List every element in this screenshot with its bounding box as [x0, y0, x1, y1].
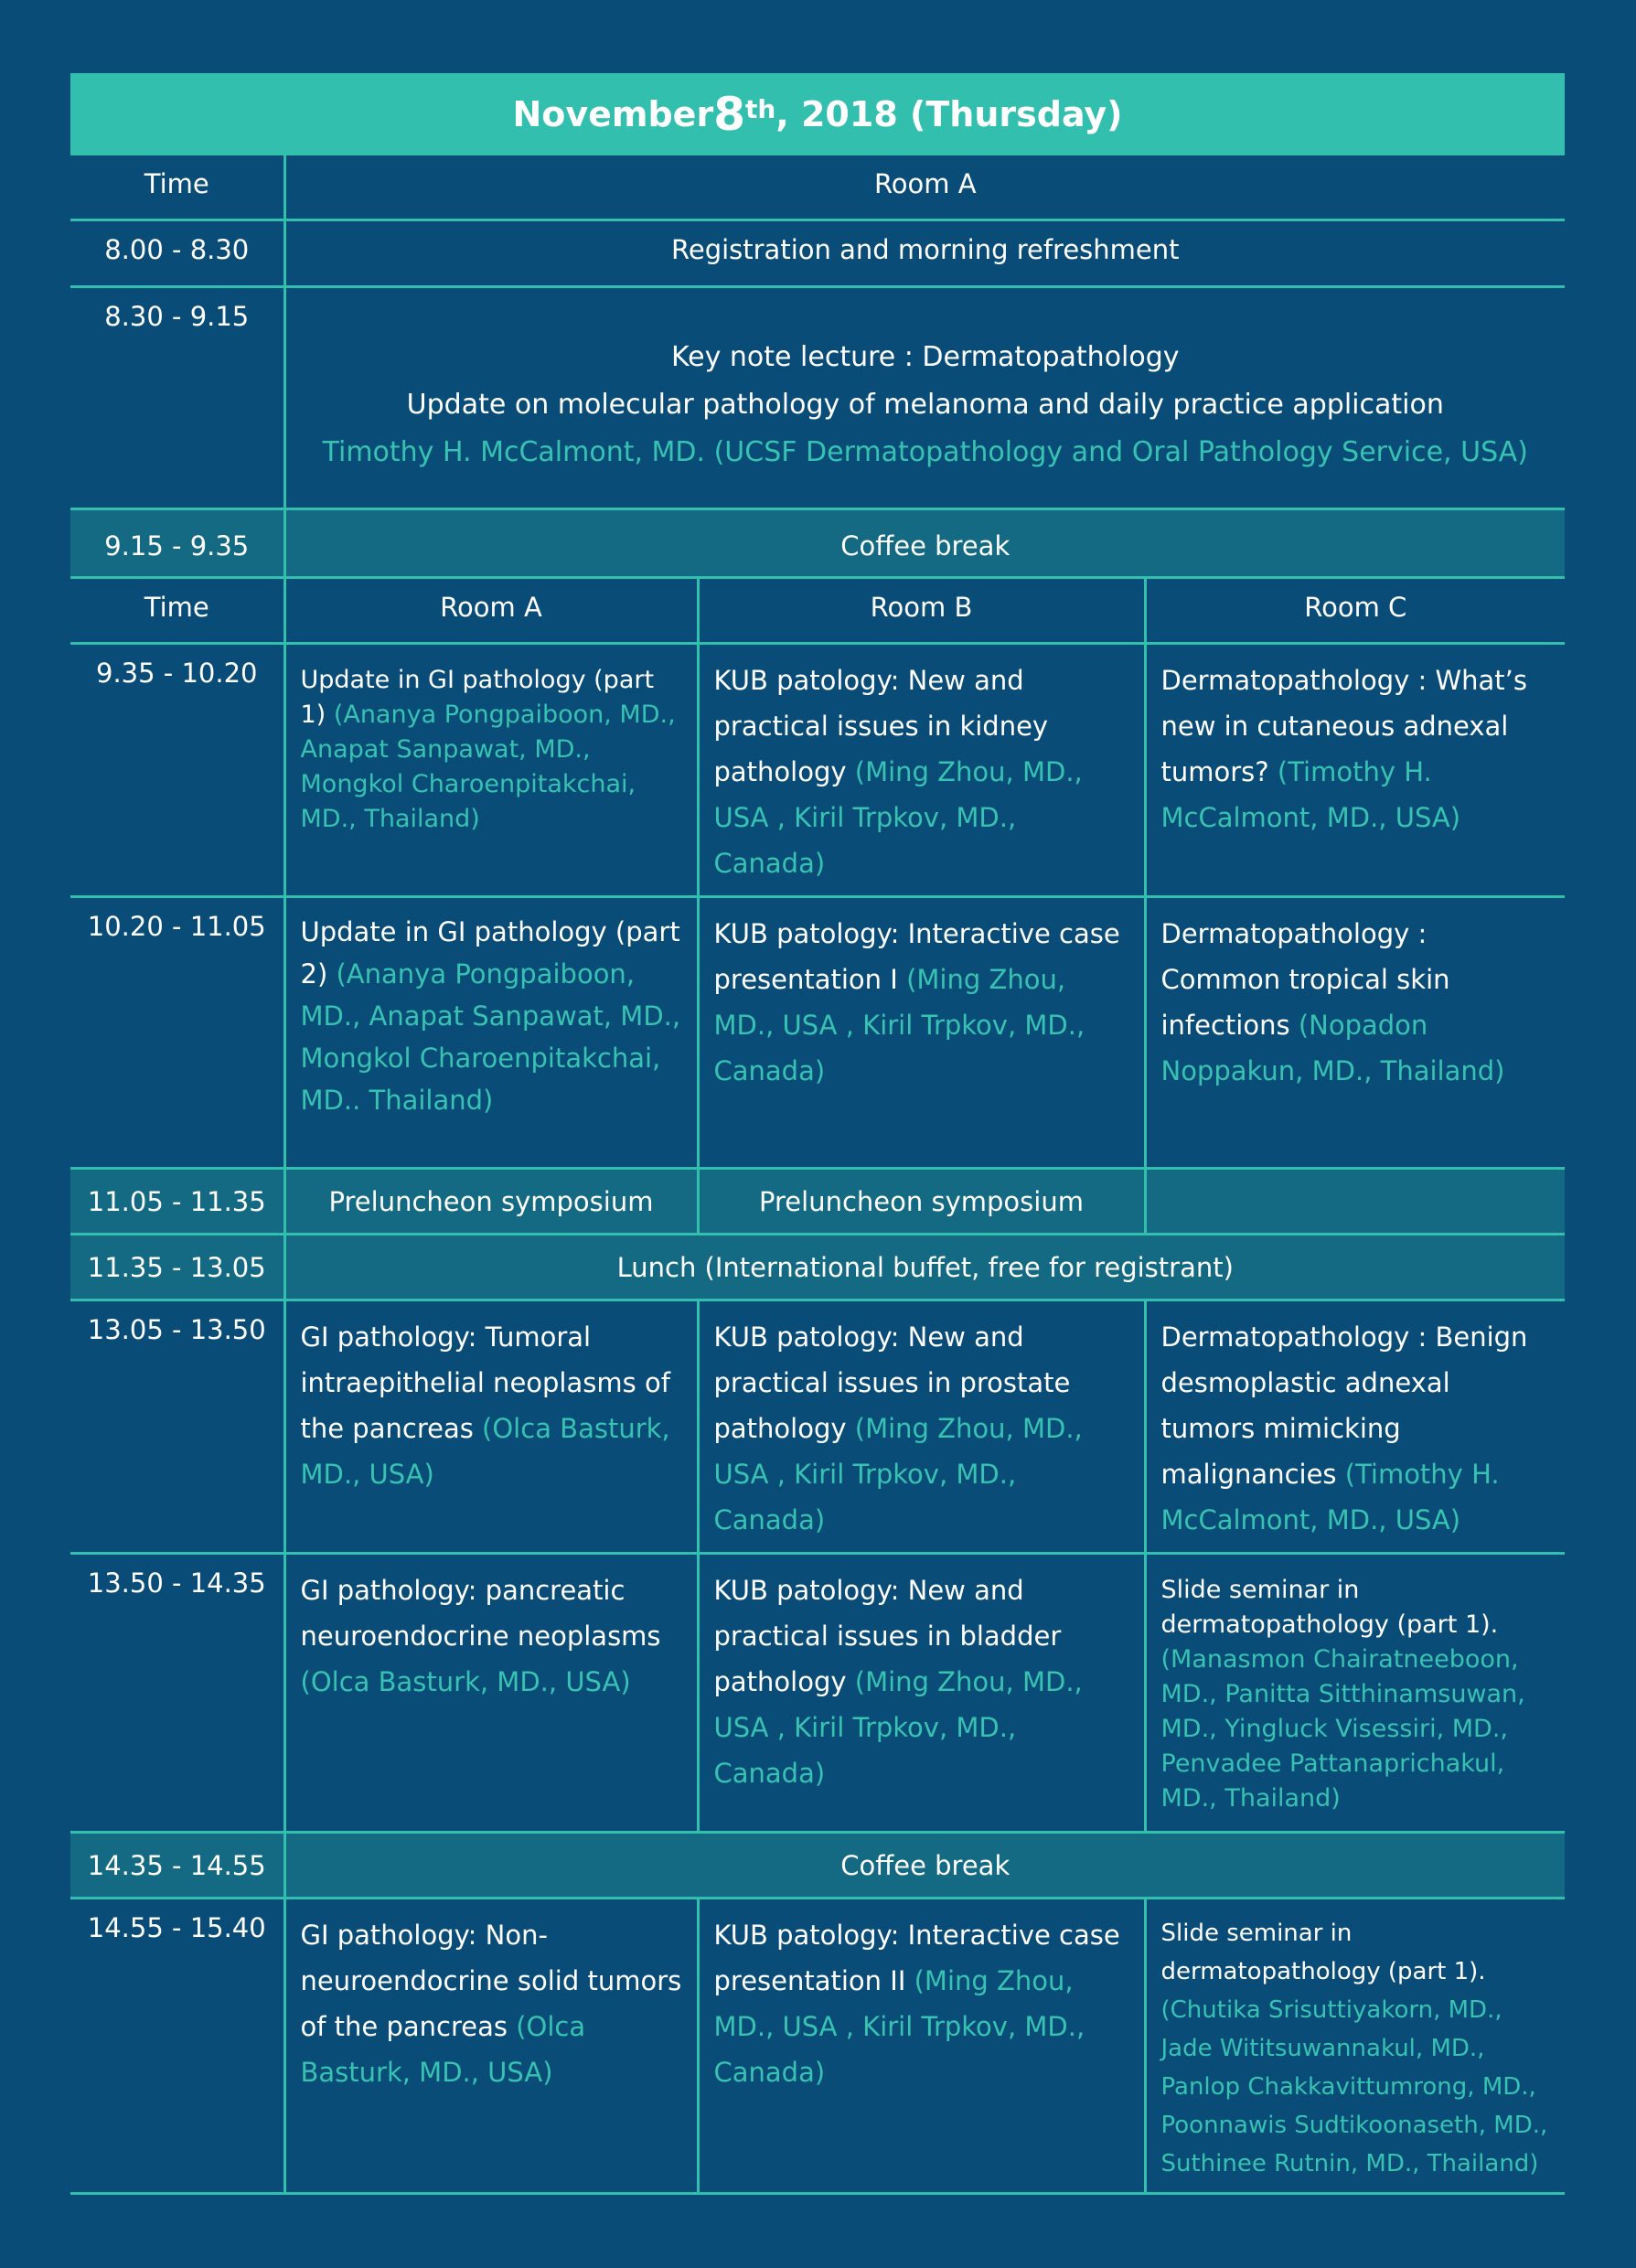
session-speaker: (Timothy H. McCalmont, MD., USA)	[1160, 755, 1461, 833]
session-cell	[284, 643, 698, 896]
time-cell: 10.20 - 11.05	[70, 896, 284, 1168]
session-cell	[284, 1300, 698, 1553]
session-cell	[284, 1553, 698, 1832]
session-row	[70, 1898, 1565, 2193]
session-speaker: (Ming Zhou, MD., USA , Kiril Trpkov, MD., Canada)	[713, 1665, 1083, 1789]
session-title: KUB patology: Interactive case presentation II	[713, 1919, 1120, 1996]
keynote-topic: Update on molecular pathology of melanoma and daily practice application	[406, 388, 1444, 421]
room-a-header: Room A	[284, 577, 698, 643]
session-cell	[284, 896, 698, 1168]
day-title: November 8 $^{th}$ , 2018 (Thursday)	[70, 73, 1565, 155]
session-cell	[284, 1898, 698, 2193]
lunch-row	[70, 1234, 1565, 1300]
coffee-break-row	[70, 1832, 1565, 1898]
session-speaker: (Ming Zhou, MD., USA , Kiril Trpkov, MD., Canada)	[713, 1412, 1083, 1535]
time-cell: 9.15 - 9.35	[70, 508, 284, 577]
session-cell	[698, 1553, 1145, 1832]
session-row	[70, 1300, 1565, 1553]
session-speaker: (Ananya Pongpaiboon, MD., Anapat Sanpawat, MD., Mongkol Charoenpitakchai, MD., Thailand)	[300, 700, 676, 833]
time-cell: 14.35 - 14.55	[70, 1832, 284, 1898]
schedule-table	[70, 155, 1565, 2195]
session-title: KUB patology: New and practical issues in kidney pathology	[713, 664, 1049, 787]
session-title: GI pathology: Tumoral intraepithelial neoplasms of the pancreas	[300, 1321, 670, 1444]
session-title: Slide seminar in dermatopathology (part 1).	[1160, 1919, 1486, 1985]
session-cell	[1145, 1553, 1565, 1832]
session-title: GI pathology: Non-neuroendocrine solid tumors of the pancreas	[300, 1919, 682, 2042]
session-title: KUB patology: Interactive case presentation I	[713, 917, 1120, 995]
session-cell	[1145, 1300, 1565, 1553]
session-speaker: (Ming Zhou, MD., USA , Kiril Trpkov, MD., Canada)	[713, 963, 1085, 1086]
session-title: Dermatopathology : Benign desmoplastic adnexal tumors mimicking malignancies	[1160, 1321, 1528, 1490]
time-cell: 14.55 - 15.40	[70, 1898, 284, 2193]
session-speaker: (Olca Basturk, MD., USA)	[300, 2010, 586, 2088]
session-title: Update in GI pathology (part 1)	[300, 665, 655, 729]
header-row	[70, 155, 1565, 219]
empty-cell	[1145, 1168, 1565, 1234]
session-title: KUB patology: New and practical issues in prostate pathology	[713, 1321, 1071, 1444]
time-cell: 13.05 - 13.50	[70, 1300, 284, 1553]
time-cell: 11.05 - 11.35	[70, 1168, 284, 1234]
session-speaker: (Olca Basturk, MD., USA)	[300, 1665, 631, 1697]
time-header: Time	[70, 155, 284, 219]
time-cell: 8.30 - 9.15	[70, 286, 284, 508]
session-title: Update in GI pathology (part 2)	[300, 915, 680, 990]
session-cell	[698, 1898, 1145, 2193]
lunch-text: Lunch (International buffet, free for registrant)	[284, 1234, 1565, 1300]
session-title: GI pathology: pancreatic neuroendocrine neoplasms	[300, 1574, 661, 1652]
room-c-header: Room C	[1145, 577, 1565, 643]
preluncheon-a: Preluncheon symposium	[284, 1168, 698, 1234]
registration-text: Registration and morning refreshment	[284, 219, 1565, 286]
session-speaker: (Ming Zhou, MD., USA , Kiril Trpkov, MD., Canada)	[713, 1964, 1085, 2088]
room-b-header: Room B	[698, 577, 1145, 643]
preluncheon-b: Preluncheon symposium	[698, 1168, 1145, 1234]
session-cell	[698, 643, 1145, 896]
session-speaker: (Nopadon Noppakun, MD., Thailand)	[1160, 1009, 1505, 1086]
keynote-title: Key note lecture : Dermatopathology	[670, 340, 1180, 373]
schedule-sheet	[70, 73, 1565, 2195]
session-cell	[1145, 643, 1565, 896]
time-header: Time	[70, 577, 284, 643]
room-header: Room A	[284, 155, 1565, 219]
session-cell	[1145, 1898, 1565, 2193]
session-title: Slide seminar in dermatopathology (part 1).	[1160, 1575, 1499, 1639]
session-title: Dermatopathology : What’s new in cutaneous adnexal tumors?	[1160, 664, 1527, 787]
session-title: Dermatopathology : Common tropical skin infections	[1160, 917, 1450, 1041]
keynote-row	[70, 286, 1565, 508]
session-cell	[1145, 896, 1565, 1168]
time-cell: 9.35 - 10.20	[70, 643, 284, 896]
coffee-break-text: Coffee break	[284, 1832, 1565, 1898]
keynote-cell	[284, 286, 1565, 508]
session-row	[70, 1553, 1565, 1832]
session-speaker: (Ming Zhou, MD., USA , Kiril Trpkov, MD., Canada)	[713, 755, 1083, 879]
coffee-break-text: Coffee break	[284, 508, 1565, 577]
session-speaker: (Timothy H. McCalmont, MD., USA)	[1160, 1458, 1500, 1535]
keynote-speaker: Timothy H. McCalmont, MD. (UCSF Dermatopathology and Oral Pathology Service, USA)	[322, 435, 1528, 468]
session-row	[70, 643, 1565, 896]
session-row	[70, 896, 1565, 1168]
time-cell: 11.35 - 13.05	[70, 1234, 284, 1300]
registration-row	[70, 219, 1565, 286]
coffee-break-row	[70, 508, 1565, 577]
session-speaker: (Ananya Pongpaiboon, MD., Anapat Sanpawat, MD., Mongkol Charoenpitakchai, MD.. Thailand)	[300, 957, 681, 1116]
session-speaker: (Manasmon Chairatneeboon, MD., Panitta Sitthinamsuwan, MD., Yingluck Visessiri, MD., Penvadee Pattanaprichakul, MD., Thailand)	[1160, 1644, 1525, 1813]
preluncheon-row	[70, 1168, 1565, 1234]
time-cell: 13.50 - 14.35	[70, 1553, 284, 1832]
session-cell	[698, 896, 1145, 1168]
session-title: KUB patology: New and practical issues in bladder pathology	[713, 1574, 1062, 1697]
session-speaker: (Olca Basturk, MD., USA)	[300, 1412, 670, 1490]
rooms-header-row	[70, 577, 1565, 643]
session-speaker: (Chutika Srisuttiyakorn, MD., Jade Wititsuwannakul, MD., Panlop Chakkavittumrong, MD., Poonnawis Sudtikoonaseth, MD., Suthinee Rutnin, MD., Thailand)	[1160, 1995, 1548, 2177]
time-cell: 8.00 - 8.30	[70, 219, 284, 286]
session-cell	[698, 1300, 1145, 1553]
